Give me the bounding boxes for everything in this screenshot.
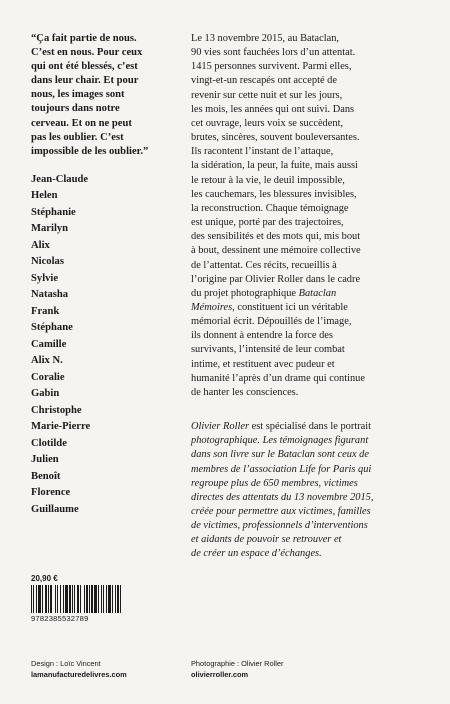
publisher-website: lamanufacturedelivres.com	[31, 670, 127, 679]
isbn-number: 9782385532789	[31, 614, 89, 623]
author-name: Olivier Roller	[191, 421, 252, 433]
quote-line: C’est en nous. Pour ceux	[31, 47, 143, 59]
bio-line: de victimes, professionnels d’interventions	[191, 520, 368, 532]
blurb-line: cet ouvrage, leurs voix se succèdent,	[191, 117, 344, 129]
blurb-line: , constituent ici un véritable	[232, 301, 348, 313]
blurb-line: l’origine par Olivier Roller dans le cadre	[191, 273, 361, 285]
bio-line: directes des attentats du 13 novembre 2015,	[191, 491, 374, 503]
quote-line: “Ça fait partie de nous.	[31, 33, 137, 44]
blurb-line: vingt-et-un rescapés ont accepté de	[191, 75, 337, 87]
survivor-name: Marie-Pierre	[31, 421, 91, 433]
blurb-line: intime, et restituent avec pudeur et	[191, 358, 335, 370]
bio-line: est spécialisé dans le portrait	[251, 421, 372, 433]
bio-line: de créer un espace d’échanges.	[191, 548, 322, 560]
blurb-line: du projet photographique	[191, 287, 299, 299]
right-column	[191, 32, 427, 562]
bio-line: membres de l’association Life for Paris qui	[191, 463, 372, 475]
blurb-line: la reconstruction. Chaque témoignage	[191, 202, 349, 214]
author-bio	[191, 420, 427, 562]
blurb-text	[191, 32, 427, 400]
blurb-line: les mois, les années qui ont suivi. Dans	[191, 103, 355, 115]
quote-line: impossible de les oublier.”	[31, 145, 149, 157]
blurb-line: Le 13 novembre 2015, au Bataclan,	[191, 33, 340, 44]
survivor-name: Christophe	[31, 404, 82, 416]
survivor-name: Camille	[31, 338, 67, 350]
bio-line: photographique. Les témoignages figurant	[191, 435, 369, 447]
barcode-icon	[31, 585, 164, 613]
survivor-name: Coralie	[31, 371, 65, 383]
quote-line: toujours dans notre	[31, 103, 120, 115]
bio-line: regroupe plus de 650 membres, victimes	[191, 477, 358, 489]
photo-credits	[191, 658, 283, 680]
survivor-name-list	[31, 172, 181, 519]
photographer-website: olivierroller.com	[191, 670, 249, 679]
blurb-line: est unique, porté par des trajectoires,	[191, 217, 344, 229]
survivor-name: Stéphane	[31, 322, 73, 334]
survivor-name: Benoît	[31, 470, 61, 482]
blurb-line: humanité l’après d’un drame qui continue	[191, 372, 365, 384]
pull-quote	[31, 32, 181, 159]
blurb-line: mémorial écrit. Dépouillés de l’image,	[191, 316, 352, 328]
survivor-name: Frank	[31, 305, 60, 317]
price-label: 20,90 €	[31, 574, 58, 583]
quote-line: cerveau. Et on ne peut	[31, 117, 132, 129]
left-column	[31, 32, 181, 518]
survivor-name: Alix N.	[31, 355, 63, 367]
survivor-name: Jean-Claude	[31, 173, 89, 185]
blurb-line: ils donnent à entendre la force des	[191, 330, 333, 342]
quote-line: nous, les images sont	[31, 89, 125, 101]
survivor-name: Clotilde	[31, 437, 67, 449]
survivor-name: Florence	[31, 487, 71, 499]
survivor-name: Nicolas	[31, 256, 64, 268]
survivor-name: Helen	[31, 190, 58, 202]
survivor-name: Marilyn	[31, 223, 69, 235]
project-title: Mémoires	[191, 301, 233, 313]
bio-line: et aidants de pouvoir se retrouver et	[191, 534, 342, 546]
quote-line: qui ont été blessés, c’est	[31, 61, 138, 73]
survivor-name: Gabin	[31, 388, 60, 400]
quote-line: dans leur chair. Et pour	[31, 75, 139, 87]
bio-line: dans son livre sur le Bataclan sont ceux de	[191, 449, 369, 461]
blurb-line: de l’attentat. Ces récits, recueillis à	[191, 259, 337, 271]
survivor-name: Julien	[31, 454, 59, 466]
blurb-line: survivants, l’intensité de leur combat	[191, 344, 345, 356]
blurb-line: 90 vies sont fauchées lors d’un attentat.	[191, 47, 356, 59]
survivor-name: Sylvie	[31, 272, 59, 284]
survivor-name: Natasha	[31, 289, 69, 301]
blurb-line: de hanter les consciences.	[191, 386, 299, 398]
blurb-line: revenir sur cette nuit et sur les jours,	[191, 89, 343, 101]
blurb-line: la sidération, la peur, la fuite, mais aussi	[191, 160, 358, 172]
design-credit: Design : Loïc Vincent	[31, 659, 101, 668]
blurb-line: des sensibilités et des mots qui, mis bout	[191, 231, 361, 243]
survivor-name: Stéphanie	[31, 206, 76, 218]
survivor-name: Guillaume	[31, 503, 79, 515]
photo-credit: Photographie : Olivier Roller	[191, 659, 284, 668]
blurb-line: les cauchemars, les blessures invisibles,	[191, 188, 357, 200]
blurb-line: brutes, sincères, souvent bouleversantes.	[191, 132, 360, 144]
project-title: Bataclan	[298, 287, 337, 299]
blurb-line: à bout, dessinent une mémoire collective	[191, 245, 361, 257]
blurb-line: Ils racontent l’instant de l’attaque,	[191, 146, 334, 158]
survivor-name: Alix	[31, 239, 50, 251]
design-credits	[31, 658, 127, 680]
bio-line: créée pour permettre aux victimes, familles	[191, 506, 371, 517]
blurb-line: 1415 personnes survivent. Parmi elles,	[191, 61, 352, 73]
quote-line: pas les oublier. C’est	[31, 131, 124, 143]
blurb-line: le retour à la vie, le deuil impossible,	[191, 174, 345, 186]
